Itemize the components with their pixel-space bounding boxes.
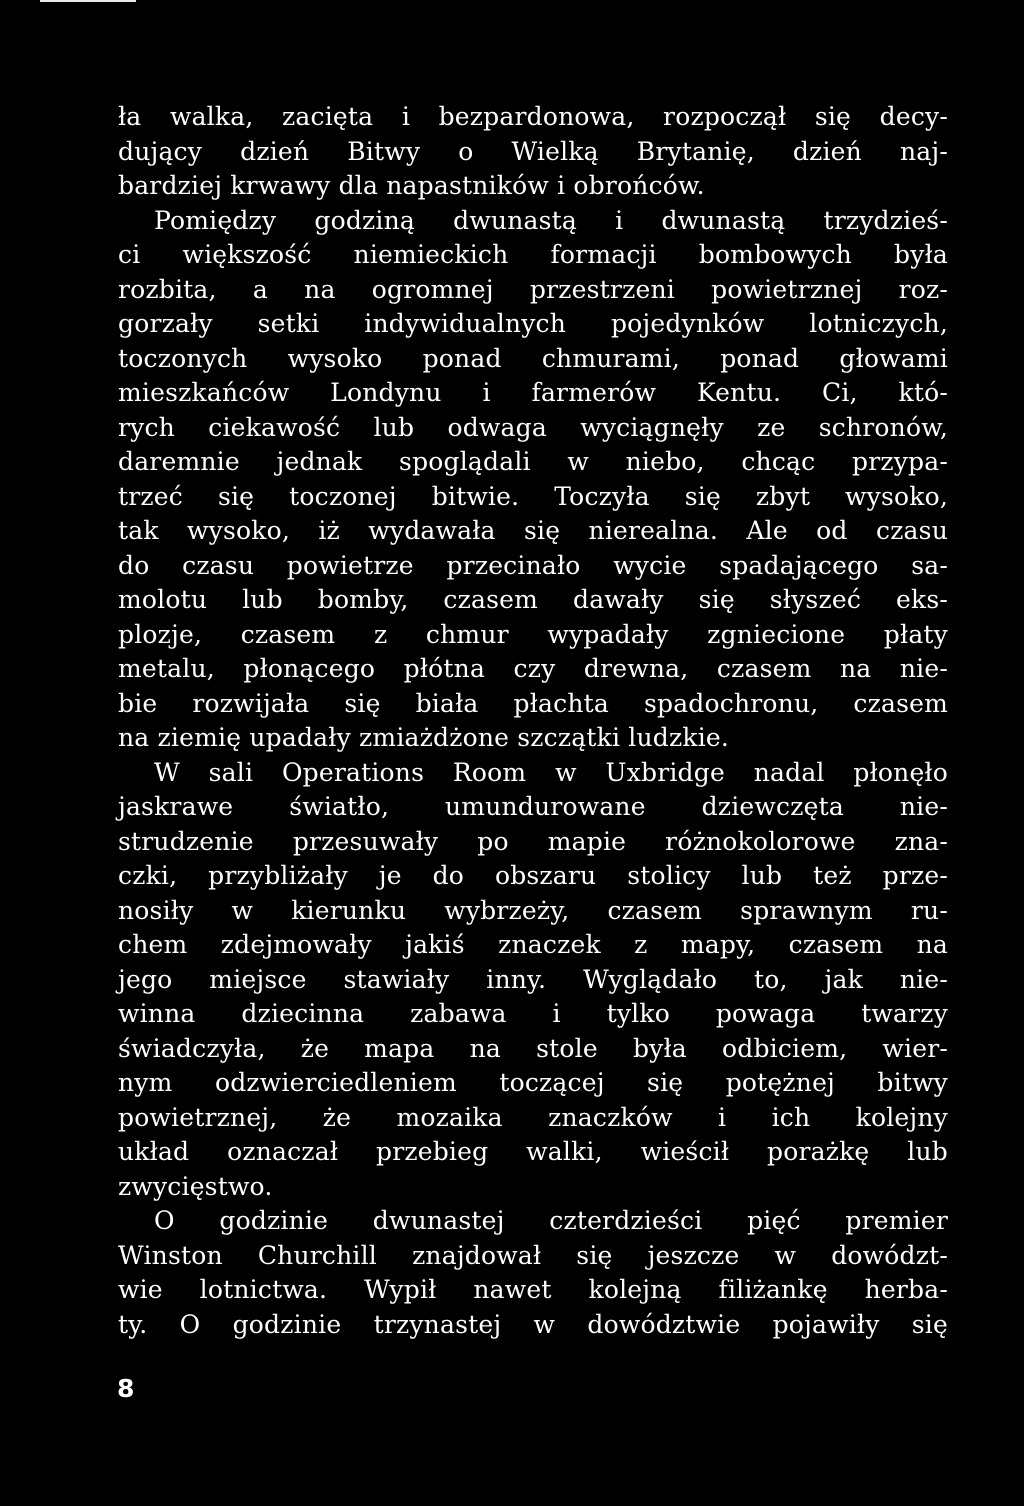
text-line: O godzinie dwunastej czterdzieści pięć premier [154,1206,948,1235]
text-line: Winston Churchill znajdował się jeszcze w dowództ- [118,1240,948,1270]
text-line: trzeć się toczonej bitwie. Toczyła się zbyt wysoko, [118,481,948,511]
text-line: ła walka, zacięta i bezpardonowa, rozpoczął się decy- [118,102,948,131]
text-line: ty. O godzinie trzynastej w dowództwie pojawiły się [118,1309,948,1339]
text-line: ci większość niemieckich formacji bombowych była [118,240,948,269]
text-line: mieszkańców Londynu i farmerów Kentu. Ci, któ- [118,378,948,407]
text-line: dujący dzień Bitwy o Wielką Brytanię, dzień naj- [118,136,948,166]
text-line: chem zdejmowały jakiś znaczek z mapy, czasem na [118,930,948,959]
text-line: gorzały setki indywidualnych pojedynków lotniczych, [118,309,948,338]
text-line: jaskrawe światło, umundurowane dziewczęta nie- [118,792,948,821]
text-line: toczonych wysoko ponad chmurami, ponad głowami [118,343,948,373]
text-line: układ oznaczał przebieg walki, wieścił porażkę lub [118,1137,948,1166]
text-line: czki, przybliżały je do obszaru stolicy lub też prze- [118,861,948,890]
text-line: nosiły w kierunku wybrzeży, czasem sprawnym ru- [118,895,948,925]
text-line: tak wysoko, iż wydawała się nierealna. Ale od czasu [118,516,948,545]
text-line: wie lotnictwa. Wypił nawet kolejną filiżankę herba- [118,1275,948,1304]
text-line: molotu lub bomby, czasem dawały się słyszeć eks- [118,585,948,614]
text-line: jego miejsce stawiały inny. Wyglądało to, jak nie- [118,964,948,994]
text-line: strudzenie przesuwały po mapie różnokolorowe zna- [118,826,948,856]
text-line: Pomiędzy godziną dwunastą i dwunastą trzydzieś- [154,205,948,235]
text-line: daremnie jednak spoglądali w niebo, chcąc przypa- [118,447,948,476]
page-number: 8 [117,1374,135,1403]
text-line: na ziemię upadały zmiażdżone szczątki ludzkie. [118,723,730,752]
top-rule [40,0,136,2]
text-line: zwycięstwo. [118,1171,273,1201]
text-line: nym odzwierciedleniem toczącej się potężnej bitwy [118,1068,948,1097]
text-line: W sali Operations Room w Uxbridge nadal płonęło [154,757,948,787]
text-line: winna dziecinna zabawa i tylko powaga twarzy [118,999,948,1028]
text-line: bardziej krwawy dla napastników i obrońców. [118,171,705,200]
text-line: metalu, płonącego płótna czy drewna, czasem na nie- [118,654,948,683]
text-line: rozbita, a na ogromnej przestrzeni powietrznej roz- [118,274,948,304]
text-line: plozje, czasem z chmur wypadały zgniecione płaty [118,619,948,649]
text-line: bie rozwijała się biała płachta spadochronu, czasem [118,688,948,718]
text-line: do czasu powietrze przecinało wycie spadającego sa- [118,550,948,580]
text-line: powietrznej, że mozaika znaczków i ich kolejny [118,1102,948,1132]
page-text [118,100,948,1342]
text-line: rych ciekawość lub odwaga wyciągnęły ze schronów, [118,412,948,442]
text-line: świadczyła, że mapa na stole była odbiciem, wier- [118,1033,948,1063]
